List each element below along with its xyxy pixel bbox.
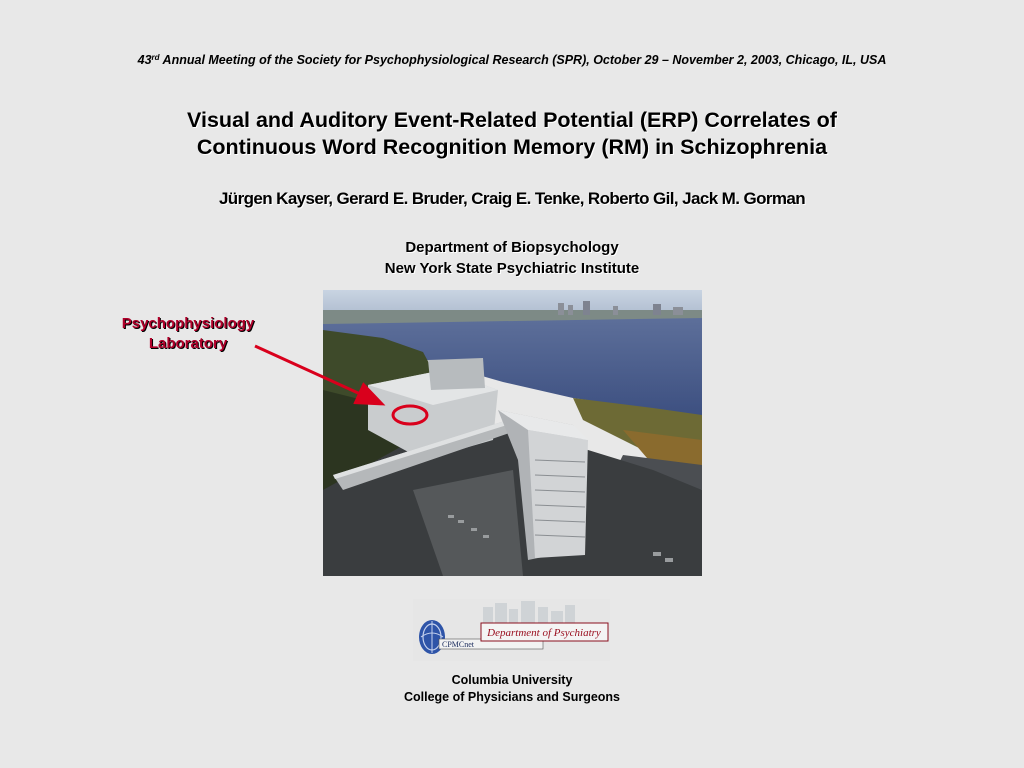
- lab-label-line-2: Laboratory: [148, 335, 228, 352]
- meeting-text: Annual Meeting of the Society for Psychophysiological Research (SPR), October 29 – November 2, 2003, Chicago, IL, USA: [159, 53, 887, 67]
- poster-title: [0, 107, 1024, 161]
- meeting-number: 43: [137, 53, 152, 67]
- logo-badge-text: CPMCnet: [442, 640, 475, 649]
- department-block: [0, 237, 1024, 279]
- meeting-header: [0, 53, 1024, 67]
- title-line-2: Continuous Word Recognition Memory (RM) in Schizophrenia: [196, 135, 828, 159]
- author-list: Jürgen Kayser, Gerard E. Bruder, Craig E. Tenke, Roberto Gil, Jack M. Gorman: [218, 189, 806, 208]
- lab-callout-label: [103, 314, 273, 354]
- lab-label-line-1: Psychophysiology: [121, 315, 255, 332]
- department-name: Department of Biopsychology: [405, 239, 619, 256]
- logo-graphic: [413, 599, 610, 661]
- aerial-photo-illustration: [323, 290, 702, 576]
- columbia-psychiatry-logo: [413, 599, 610, 661]
- institute-aerial-photo: [323, 290, 702, 576]
- title-line-1: Visual and Auditory Event-Related Potential (ERP) Correlates of: [187, 108, 837, 132]
- university-name: Columbia University: [451, 673, 573, 687]
- university-block: [0, 672, 1024, 706]
- college-name: College of Physicians and Surgeons: [403, 690, 621, 704]
- meeting-number-suffix: rd: [151, 53, 160, 62]
- logo-banner-text: Department of Psychiatry: [487, 627, 601, 639]
- institute-name: New York State Psychiatric Institute: [384, 260, 640, 277]
